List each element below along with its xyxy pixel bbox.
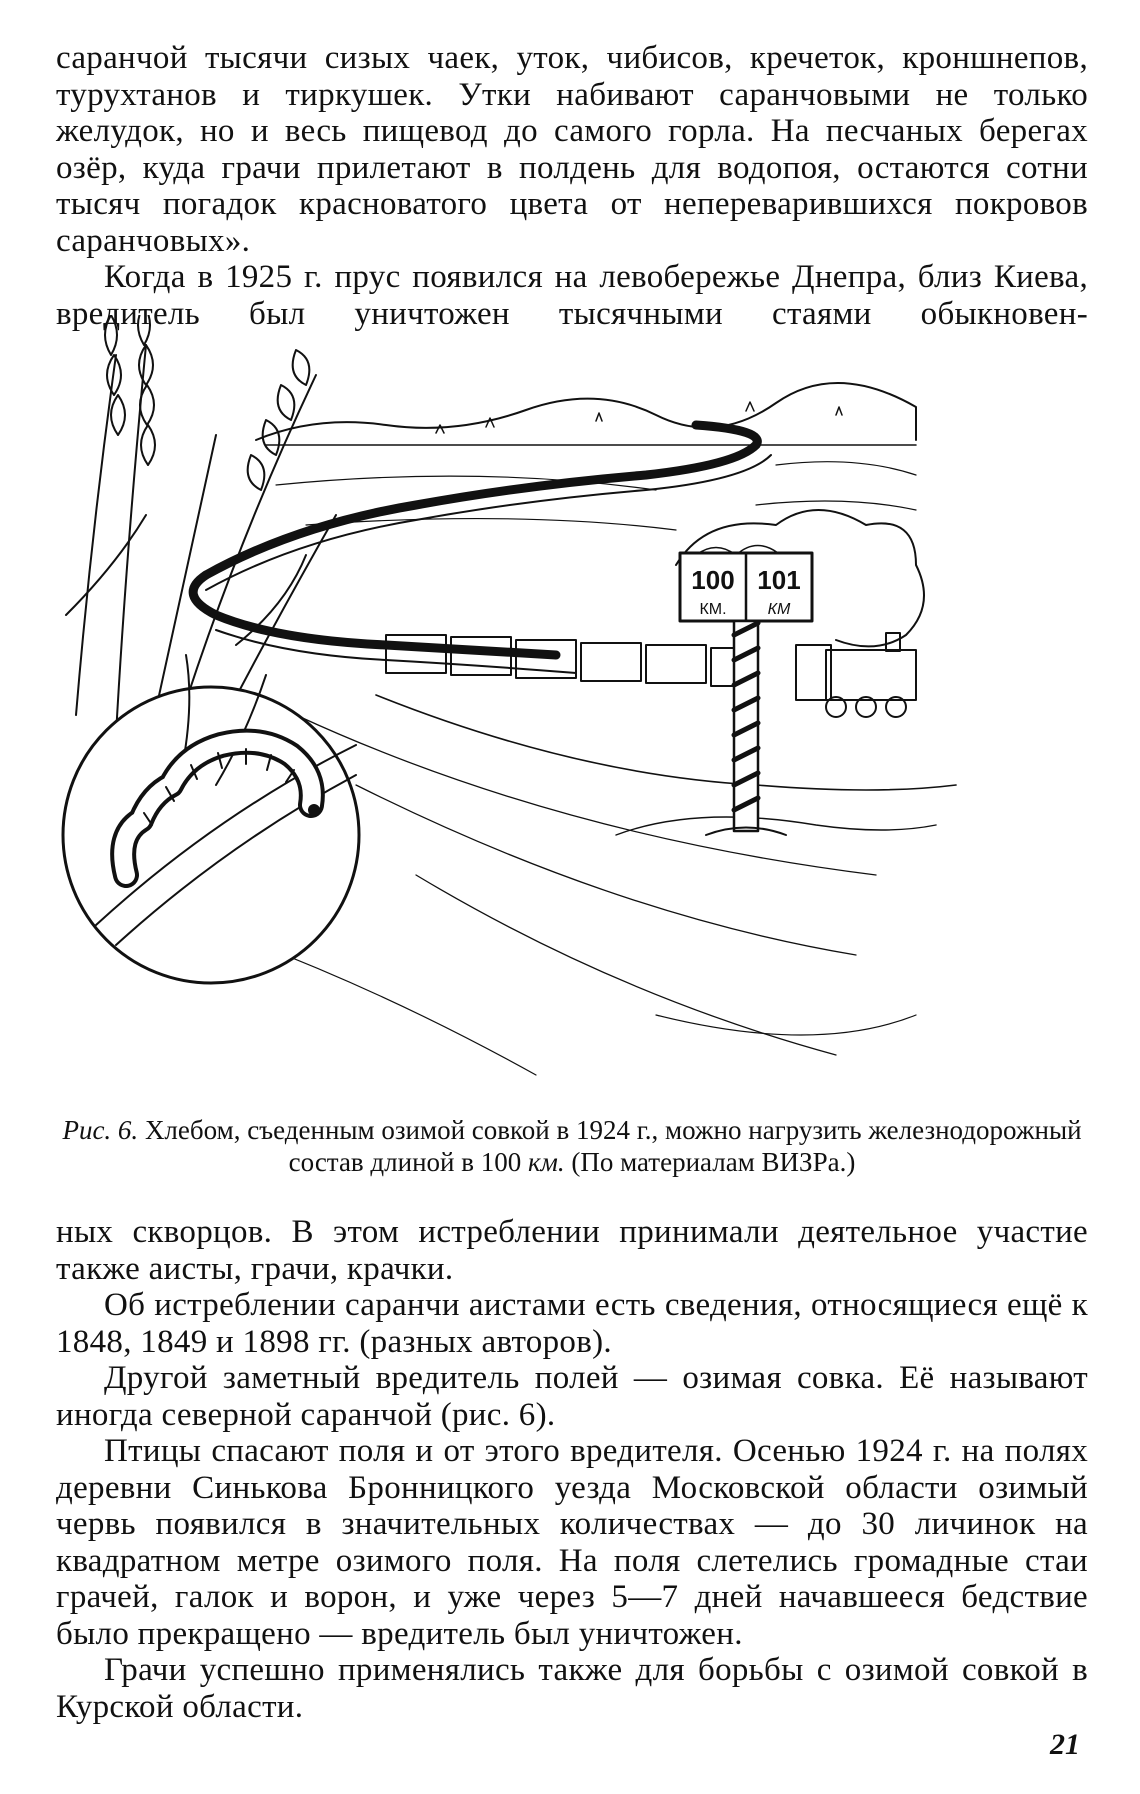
sign-left-unit: КМ.	[699, 601, 727, 618]
distant-hills	[256, 383, 916, 440]
paragraph-kiev: Когда в 1925 г. прус появился на левобережье Днепра, близ Киева, вредитель был уничтожен тысячными стаями обыкновен-	[56, 259, 1088, 332]
bottom-text-block	[56, 1214, 1088, 1725]
train-field-illustration	[56, 315, 1088, 1105]
page-number: 21	[1050, 1728, 1080, 1761]
caption-text: Хлебом, съеденным озимой совкой в 1924 г., можно нагрузить железнодорожный состав длиной в 100	[144, 1115, 1082, 1177]
figure-caption	[56, 1114, 1088, 1178]
sign-right-unit: КМ	[767, 601, 791, 618]
sign-left-number: 100	[691, 565, 735, 595]
caption-source: (По материалам ВИЗРа.)	[571, 1147, 856, 1177]
paragraph-storks: Об истреблении саранчи аистами есть сведения, относящиеся ещё к 1848, 1849 и 1898 гг. (разных авторов).	[56, 1287, 1088, 1360]
paragraph-starlings: ных скворцов. В этом истреблении принимали деятельное участие также аисты, грачи, крачки.	[56, 1214, 1088, 1287]
top-text-block	[56, 40, 1088, 332]
field-lines	[276, 462, 916, 530]
kilometer-sign	[680, 553, 812, 835]
paragraph-rooks: Грачи успешно применялись также для борьбы с озимой совкой в Курской области.	[56, 1652, 1088, 1725]
paragraph-birds-save: Птицы спасают поля и от этого вредителя. Осенью 1924 г. на полях деревни Синькова Бронницкого уезда Московской области озимый червь появился в значительных количествах — до 30 личинок на квадратном метре озимого поля. На поля слетелись громадные стаи грачей, галок и ворон, и уже через 5—7 дней начавшееся бедствие было прекращено — вредитель был уничтожен.	[56, 1433, 1088, 1652]
caption-label: Рис. 6.	[62, 1115, 139, 1145]
sign-right-number: 101	[757, 565, 801, 595]
paragraph-cutworm: Другой заметный вредитель полей — озимая совка. Её называют иногда северной саранчой (рис. 6).	[56, 1360, 1088, 1433]
roadside	[376, 695, 956, 790]
caterpillar-inset	[63, 655, 359, 983]
paragraph-continued: саранчой тысячи сизых чаек, уток, чибисов, кречеток, кроншнепов, турухтанов и тиркушек. Утки набивают саранчовыми не только желудок, но и весь пищевод до самого горла. На песчаных берегах озёр, куда грачи прилетают в полдень для водопоя, остаются сотни тысяч погадок красноватого цвета от непереварившихся покровов саранчовых».	[56, 40, 1088, 259]
caption-unit: км.	[527, 1147, 565, 1177]
